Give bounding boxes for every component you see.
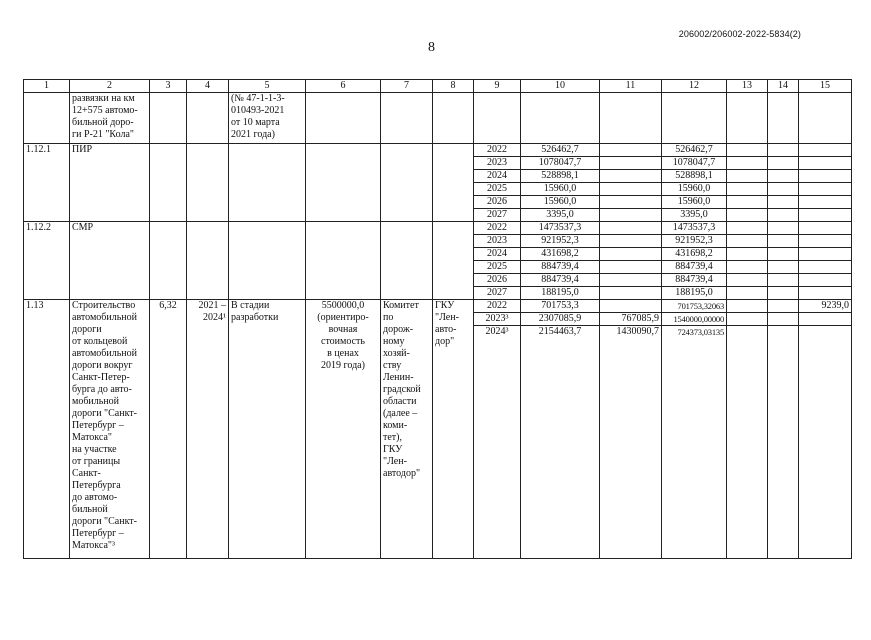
amount-cell — [727, 144, 768, 222]
column-number: 13 — [727, 80, 768, 93]
year: 2026 — [474, 274, 520, 287]
amount: 1430090,7 — [616, 326, 659, 337]
executor-cell: ГКУ "Лен- авто- дор" — [433, 300, 474, 559]
status-cell: В стадии разработки — [229, 300, 306, 559]
cell-empty — [306, 144, 381, 222]
year: 2026 — [474, 196, 520, 209]
amount — [727, 313, 767, 326]
amount — [600, 287, 661, 299]
amount — [768, 300, 798, 313]
cell-empty — [306, 222, 381, 300]
cell-empty — [768, 93, 799, 144]
column-number: 9 — [474, 80, 521, 93]
amount-other-cell — [799, 300, 852, 559]
column-number: 10 — [521, 80, 600, 93]
amount: 526462,7 — [521, 144, 599, 157]
cell-empty — [433, 93, 474, 144]
amount-total-cell — [521, 144, 600, 222]
year: 2022 — [474, 222, 520, 235]
amount-regional-cell — [662, 300, 727, 559]
cell-empty — [187, 144, 229, 222]
amount: 2154463,7 — [538, 326, 582, 337]
amount: 15960,0 — [662, 183, 726, 196]
cell-empty — [306, 93, 381, 144]
amount — [727, 248, 767, 261]
amount-cell — [727, 300, 768, 559]
amount: 921952,3 — [521, 235, 599, 248]
amount — [727, 196, 767, 209]
year: 2027 — [487, 209, 507, 220]
amount — [768, 170, 798, 183]
amount: 884739,4 — [521, 274, 599, 287]
amount: 526462,7 — [662, 144, 726, 157]
amount — [600, 222, 661, 235]
amount: 1473537,3 — [521, 222, 599, 235]
amount — [727, 235, 767, 248]
amount-federal-cell — [600, 300, 662, 559]
amount — [600, 170, 661, 183]
amount — [768, 235, 798, 248]
amount — [727, 222, 767, 235]
amount — [799, 287, 851, 299]
table-row — [24, 93, 852, 144]
amount: 188195,0 — [675, 287, 713, 298]
column-number: 6 — [306, 80, 381, 93]
period-cell: 2021 – 2024¹ — [187, 300, 229, 559]
amount — [768, 157, 798, 170]
amount — [600, 157, 661, 170]
amount: 15960,0 — [521, 196, 599, 209]
cell-empty — [150, 144, 187, 222]
amount: 3395,0 — [546, 209, 574, 220]
column-number: 15 — [799, 80, 852, 93]
amount — [768, 209, 798, 221]
amount: 9239,0 — [799, 300, 851, 313]
amount: 431698,2 — [662, 248, 726, 261]
column-number: 7 — [381, 80, 433, 93]
amount-cell — [768, 144, 799, 222]
amount-cell — [768, 222, 799, 300]
amount — [799, 313, 851, 326]
amount — [727, 326, 767, 338]
amount — [727, 209, 767, 221]
amount — [768, 287, 798, 299]
amount-regional-cell — [662, 222, 727, 300]
amount: 3395,0 — [680, 209, 708, 220]
year: 2023 — [474, 157, 520, 170]
cell-empty — [433, 144, 474, 222]
cell-empty — [600, 93, 662, 144]
amount — [768, 326, 798, 338]
amount — [727, 183, 767, 196]
column-number: 11 — [600, 80, 662, 93]
amount-cell — [727, 222, 768, 300]
amount-cell — [600, 222, 662, 300]
amount — [768, 196, 798, 209]
cell-empty — [150, 93, 187, 144]
amount-total-cell — [521, 300, 600, 559]
table-row — [24, 300, 852, 559]
column-number: 2 — [70, 80, 150, 93]
amount: 1540000,00000 — [662, 313, 726, 326]
amount: 1473537,3 — [662, 222, 726, 235]
customer-cell: Комитет по дорож- ному хозяй- ству Ленин- градской области (далее – коми- тет), ГКУ "Лен- автодор" — [381, 300, 433, 559]
column-number-row — [24, 80, 852, 93]
amount — [727, 170, 767, 183]
column-number: 1 — [24, 80, 70, 93]
page-number: 8 — [428, 40, 435, 55]
year: 2024³ — [485, 326, 509, 337]
cell-empty — [381, 93, 433, 144]
amount — [768, 144, 798, 157]
amount-cell — [768, 300, 799, 559]
amount — [768, 183, 798, 196]
cost-cell: 5500000,0 (ориентиро- вочная стоимость в ценах 2019 года) — [306, 300, 381, 559]
amount — [600, 209, 661, 221]
year: 2024 — [474, 170, 520, 183]
column-number: 8 — [433, 80, 474, 93]
document-cell: (№ 47-1-1-3- 010493-2021 от 10 марта 2021 года) — [229, 93, 306, 144]
amount — [799, 248, 851, 261]
amount: 528898,1 — [662, 170, 726, 183]
column-number: 12 — [662, 80, 727, 93]
document-code: 206002/206002-2022-5834(2) — [678, 29, 801, 39]
column-number: 4 — [187, 80, 229, 93]
cell-empty — [187, 222, 229, 300]
cell-empty — [474, 93, 521, 144]
amount — [768, 274, 798, 287]
object-name-cell: ПИР — [70, 144, 150, 222]
amount: 701753,3 — [521, 300, 599, 313]
amount — [799, 261, 851, 274]
cell-empty — [662, 93, 727, 144]
amount: 884739,4 — [662, 274, 726, 287]
year: 2024 — [474, 248, 520, 261]
cell-empty — [187, 93, 229, 144]
year: 2022 — [474, 144, 520, 157]
amount — [799, 144, 851, 157]
amount — [600, 300, 661, 313]
year: 2023 — [474, 235, 520, 248]
amount: 701753,32063 — [662, 300, 726, 313]
amount — [768, 248, 798, 261]
year: 2025 — [474, 261, 520, 274]
amount — [799, 170, 851, 183]
cell-empty — [381, 222, 433, 300]
amount — [727, 261, 767, 274]
year: 2027 — [487, 287, 507, 298]
amount — [799, 235, 851, 248]
amount — [799, 196, 851, 209]
row-number: 1.12.1 — [24, 144, 70, 222]
amount — [600, 274, 661, 287]
amount-regional-cell — [662, 144, 727, 222]
amount: 724373,03135 — [677, 327, 724, 337]
column-number: 5 — [229, 80, 306, 93]
amount — [600, 261, 661, 274]
cell-empty — [381, 144, 433, 222]
amount — [727, 300, 767, 313]
cell-empty — [433, 222, 474, 300]
object-name-cell: Строительство автомобильной дороги от кольцевой автомобильной дороги вокруг Санкт-Петер- бурга до авто- мобильной дороги "Санкт- Петербург – Матокса" на участке от границы Санкт- Петербурга до автомо- бильной дороги "Санкт- Петербург – Матокса"³ — [70, 300, 150, 559]
amount: 1078047,7 — [521, 157, 599, 170]
row-number: 1.12.2 — [24, 222, 70, 300]
amount — [727, 144, 767, 157]
column-number: 3 — [150, 80, 187, 93]
year: 2025 — [474, 183, 520, 196]
cell-empty — [229, 222, 306, 300]
amount: 884739,4 — [521, 261, 599, 274]
amount — [768, 261, 798, 274]
amount: 15960,0 — [662, 196, 726, 209]
amount-total-cell — [521, 222, 600, 300]
amount: 921952,3 — [662, 235, 726, 248]
amount — [727, 157, 767, 170]
years-cell — [474, 144, 521, 222]
amount: 2307085,9 — [521, 313, 599, 326]
amount-cell — [799, 144, 852, 222]
amount — [768, 313, 798, 326]
amount — [768, 222, 798, 235]
amount: 528898,1 — [521, 170, 599, 183]
amount: 15960,0 — [521, 183, 599, 196]
year: 2023³ — [474, 313, 520, 326]
amount — [600, 235, 661, 248]
amount: 1078047,7 — [662, 157, 726, 170]
cell-empty — [727, 93, 768, 144]
length-cell: 6,32 — [150, 300, 187, 559]
amount — [727, 274, 767, 287]
amount — [799, 326, 851, 338]
object-name-cell: СМР — [70, 222, 150, 300]
column-number: 14 — [768, 80, 799, 93]
cell-empty — [521, 93, 600, 144]
years-cell — [474, 300, 521, 559]
table-row — [24, 222, 852, 300]
amount: 884739,4 — [662, 261, 726, 274]
investment-table — [23, 79, 852, 559]
amount — [727, 287, 767, 299]
amount: 431698,2 — [521, 248, 599, 261]
years-cell — [474, 222, 521, 300]
row-number: 1.13 — [24, 300, 70, 559]
amount — [799, 222, 851, 235]
amount — [799, 157, 851, 170]
cell-empty — [799, 93, 852, 144]
amount — [600, 248, 661, 261]
amount — [600, 144, 661, 157]
object-name-cell: развязки на км 12+575 автомо- бильной доро- ги Р-21 "Кола" — [70, 93, 150, 144]
year: 2022 — [474, 300, 520, 313]
amount: 767085,9 — [600, 313, 661, 326]
cell-empty — [24, 93, 70, 144]
amount: 188195,0 — [541, 287, 579, 298]
amount — [799, 274, 851, 287]
amount — [600, 196, 661, 209]
cell-empty — [229, 144, 306, 222]
amount-cell — [799, 222, 852, 300]
amount-cell — [600, 144, 662, 222]
amount — [600, 183, 661, 196]
amount — [799, 209, 851, 221]
amount — [799, 183, 851, 196]
table-row — [24, 144, 852, 222]
cell-empty — [150, 222, 187, 300]
